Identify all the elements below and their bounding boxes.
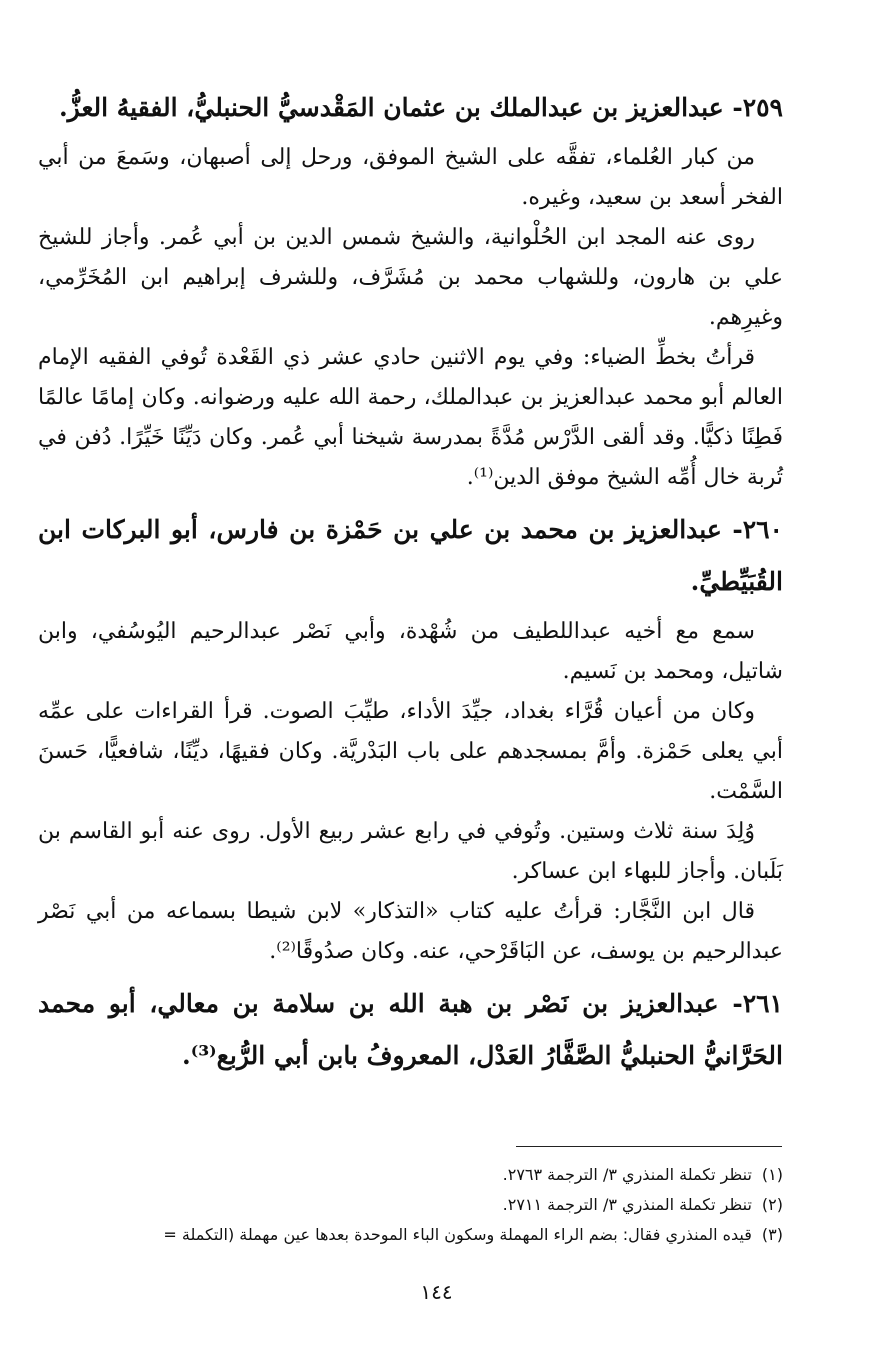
paragraph: سمع مع أخيه عبداللطيف من شُهْدة، وأبي نَصْر عبدالرحيم اليُوسُفي، وابن شاتيل، ومحمد بن نَسيم.: [38, 619, 783, 684]
page-number: ١٤٤: [420, 1280, 453, 1304]
footnote-text: تنظر تكملة المنذري ٣/ الترجمة ٢٧٦٣.: [502, 1165, 752, 1184]
footnote: [38, 1220, 783, 1250]
footnote-number: (٢): [761, 1195, 783, 1214]
footnote-number: (١): [761, 1165, 783, 1184]
paragraph: قرأتُ بخطِّ الضياء: وفي يوم الاثنين حادي عشر ذي القَعْدة تُوفي الفقيه الإمام العالم أبو محمد عبدالعزيز بن عبدالملك، رحمة الله عليه ورضوانه. وكان إمامًا عالمًا فَطِنًا ذكيًّا. وقد ألقى الدَّرْس مُدَّةً بمدرسة شيخنا أبي عُمر. وكان دَيِّنًا خَيِّرًا. دُفن في تُربة خال أُمِّه الشيخ موفق الدين⁽¹⁾.: [38, 345, 783, 490]
footnote-number: (٣): [761, 1225, 783, 1244]
footnote-divider: [516, 1146, 782, 1147]
paragraph: من كبار العُلماء، تفقَّه على الشيخ الموفق، ورحل إلى أصبهان، وسَمعَ من أبي الفخر أسعد بن سعيد، وغيره.: [38, 145, 783, 210]
paragraph: وكان من أعيان قُرَّاء بغداد، جيِّدَ الأداء، طيِّبَ الصوت. قرأ القراءات على عمِّه أبي يعلى حَمْزة. وأمَّ بمسجدهم على باب البَدْريَّة. وكان فقيهًا، ديِّنًا، شافعيًّا، حَسنَ السَّمْت.: [38, 699, 783, 804]
paragraph: روى عنه المجد ابن الحُلْوانية، والشيخ شمس الدين بن أبي عُمر. وأجاز للشيخ علي بن هارون، وللشهاب محمد بن مُشَرَّف، وللشرف إبراهيم ابن المُخَرِّمي، وغيرِهم.: [38, 225, 783, 330]
entry-title: ٢٦٠- عبدالعزيز بن محمد بن علي بن حَمْزة بن فارس، أبو البركات ابن القُبَيِّطيِّ.: [38, 515, 783, 596]
paragraph: وُلِدَ سنة ثلاث وستين. وتُوفي في رابع عشر ربيع الأول. روى عنه أبو القاسم بن بَلَبان. وأجاز للبهاء ابن عساكر.: [38, 819, 783, 884]
entry-title: ٢٦١- عبدالعزيز بن نَصْر بن هبة الله بن سلامة بن معالي، أبو محمد الحَرَّانيُّ الحنبليُّ الصَّفَّارُ العَدْل، المعروفُ بابن أبي الرُّبع⁽³⁾.: [38, 989, 783, 1070]
footnotes: [38, 1160, 783, 1250]
entry-title: ٢٥٩- عبدالعزيز بن عبدالملك بن عثمان المَقْدسيُّ الحنبليُّ، الفقيهُ العزُّ.: [58, 93, 783, 122]
footnote: [38, 1160, 783, 1190]
footnote: [38, 1190, 783, 1220]
main-text: [38, 82, 783, 1082]
footnote-text: تنظر تكملة المنذري ٣/ الترجمة ٢٧١١.: [502, 1195, 752, 1214]
footnote-text: قيده المنذري فقال: بضم الراء المهملة وسكون الباء الموحدة بعدها عين مهملة (التكملة =: [163, 1225, 752, 1244]
paragraph: قال ابن النَّجَّار: قرأتُ عليه كتاب «التذكار» لابن شيطا بسماعه من أبي نَصْر عبدالرحيم بن يوسف، عن البَاقَرْحي، عنه. وكان صدُوقًا⁽²⁾.: [38, 899, 783, 964]
